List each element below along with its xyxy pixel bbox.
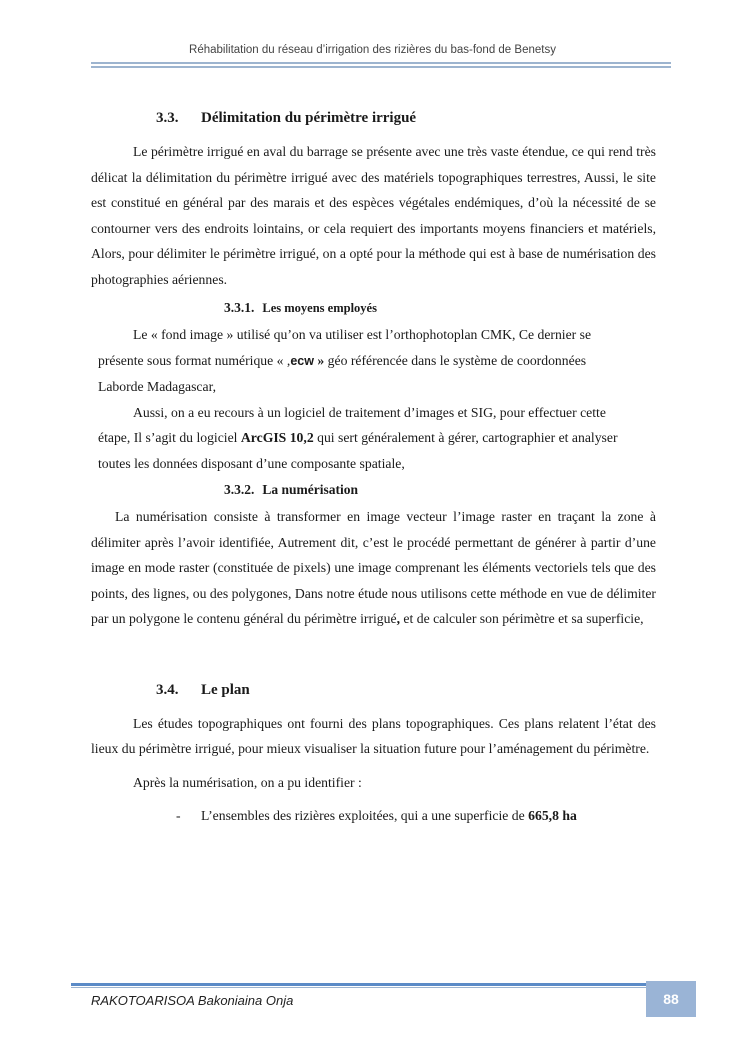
paragraph-3-3: Le périmètre irrigué en aval du barrage se présente avec une très vaste étendue, ce qui rend très délicat la délimitation du périmètre irrigué avec des matériels topographiques terrestres, Aussi, le site est constitué en général par des marais et des espèces végétales endémiques, d’où la nécessité de se contourner vers des endroits lointains, or cela requiert des importants moyens financiers et matériels, Alors, pour délimiter le périmètre irrigué, on a opté pour la méthode qui est à base de numérisation des photographies aériennes. — [91, 144, 656, 287]
text-run-bold: , — [396, 611, 400, 626]
subsection-number: 3.3.2. — [224, 482, 255, 497]
paragraph-3-3-2 — [91, 504, 656, 632]
text-run: Le « fond image » utilisé qu’on va utiliser est l’orthophotoplan CMK, Ce dernier se présente sous format numérique « , — [98, 327, 592, 368]
footer-rule-secondary — [71, 987, 646, 988]
subsection-heading-3-3-2 — [91, 482, 656, 498]
bullet-text — [201, 803, 577, 829]
subsection-title: La numérisation — [262, 482, 359, 497]
text-run: L’ensembles des rizières exploitées, qui a une superficie de — [201, 808, 529, 823]
text-run-quote: » — [313, 352, 325, 368]
text-run: géo référencée dans le système de coordonnées Laborde Madagascar, — [98, 352, 587, 394]
section-number: 3.3. — [156, 110, 179, 126]
document-body — [91, 110, 656, 829]
paragraph-3-4-b: Après la numérisation, on a pu identifier : — [133, 774, 362, 790]
bullet-dash: - — [176, 808, 181, 823]
subsection-title: Les moyens employés — [262, 301, 377, 315]
header-rule — [91, 62, 671, 64]
subsection-number: 3.3.1. — [224, 300, 255, 315]
footer-rule — [71, 983, 646, 986]
paragraph-3-4-a: Les études topographiques ont fourni des plans topographiques. Ces plans relatent l’état des lieux du périmètre irrigué, pour mieux visualiser la situation future pour l’aménagement du périmètre. — [91, 715, 656, 756]
text-run: et de calculer son périmètre et sa superficie, — [400, 611, 644, 626]
section-title: Délimitation du périmètre irrigué — [201, 110, 417, 126]
subsection-heading-3-3-1 — [91, 300, 656, 316]
area-value: 665,8 ha — [528, 808, 577, 823]
header-title: Réhabilitation du réseau d’irrigation des rizières du bas-fond de Benetsy — [189, 44, 556, 56]
list-item — [91, 803, 656, 829]
section-title: Le plan — [201, 681, 250, 698]
software-name: ArcGIS 10,2 — [240, 430, 314, 445]
format-ecw: ecw — [290, 353, 314, 368]
footer-author: RAKOTOARISOA Bakoniaina Onja — [91, 993, 294, 1008]
text-run: qui sert généralement à gérer, cartographier et analyser toutes les données disposant d’une composante spatiale, — [98, 430, 618, 471]
section-heading-3-3 — [91, 110, 656, 127]
paragraph-3-3-1-a — [91, 322, 656, 400]
text-run: Aussi, on a eu recours à un logiciel de traitement d’images et SIG, pour effectuer cette étape, Il s’agit du logiciel — [98, 404, 606, 445]
header-rule-secondary — [91, 66, 671, 68]
section-number: 3.4. — [156, 681, 179, 698]
section-heading-3-4 — [91, 682, 656, 699]
page-number: 88 — [646, 981, 696, 1017]
text-run: La numérisation consiste à transformer en image vecteur l’image raster en traçant la zone à délimiter après l’avoir identifiée, Autrement dit, c’est le procédé permettant de générer à partir d’une image en mode raster (constituée de pixels) une image comprenant les éléments vectoriels tels que des points, des lignes, ou des polygones, Dans notre étude nous utilisons cette méthode en vue de délimiter par un polygone le contenu général du périmètre irrigué — [91, 509, 656, 626]
paragraph-3-3-1-b — [91, 400, 656, 477]
